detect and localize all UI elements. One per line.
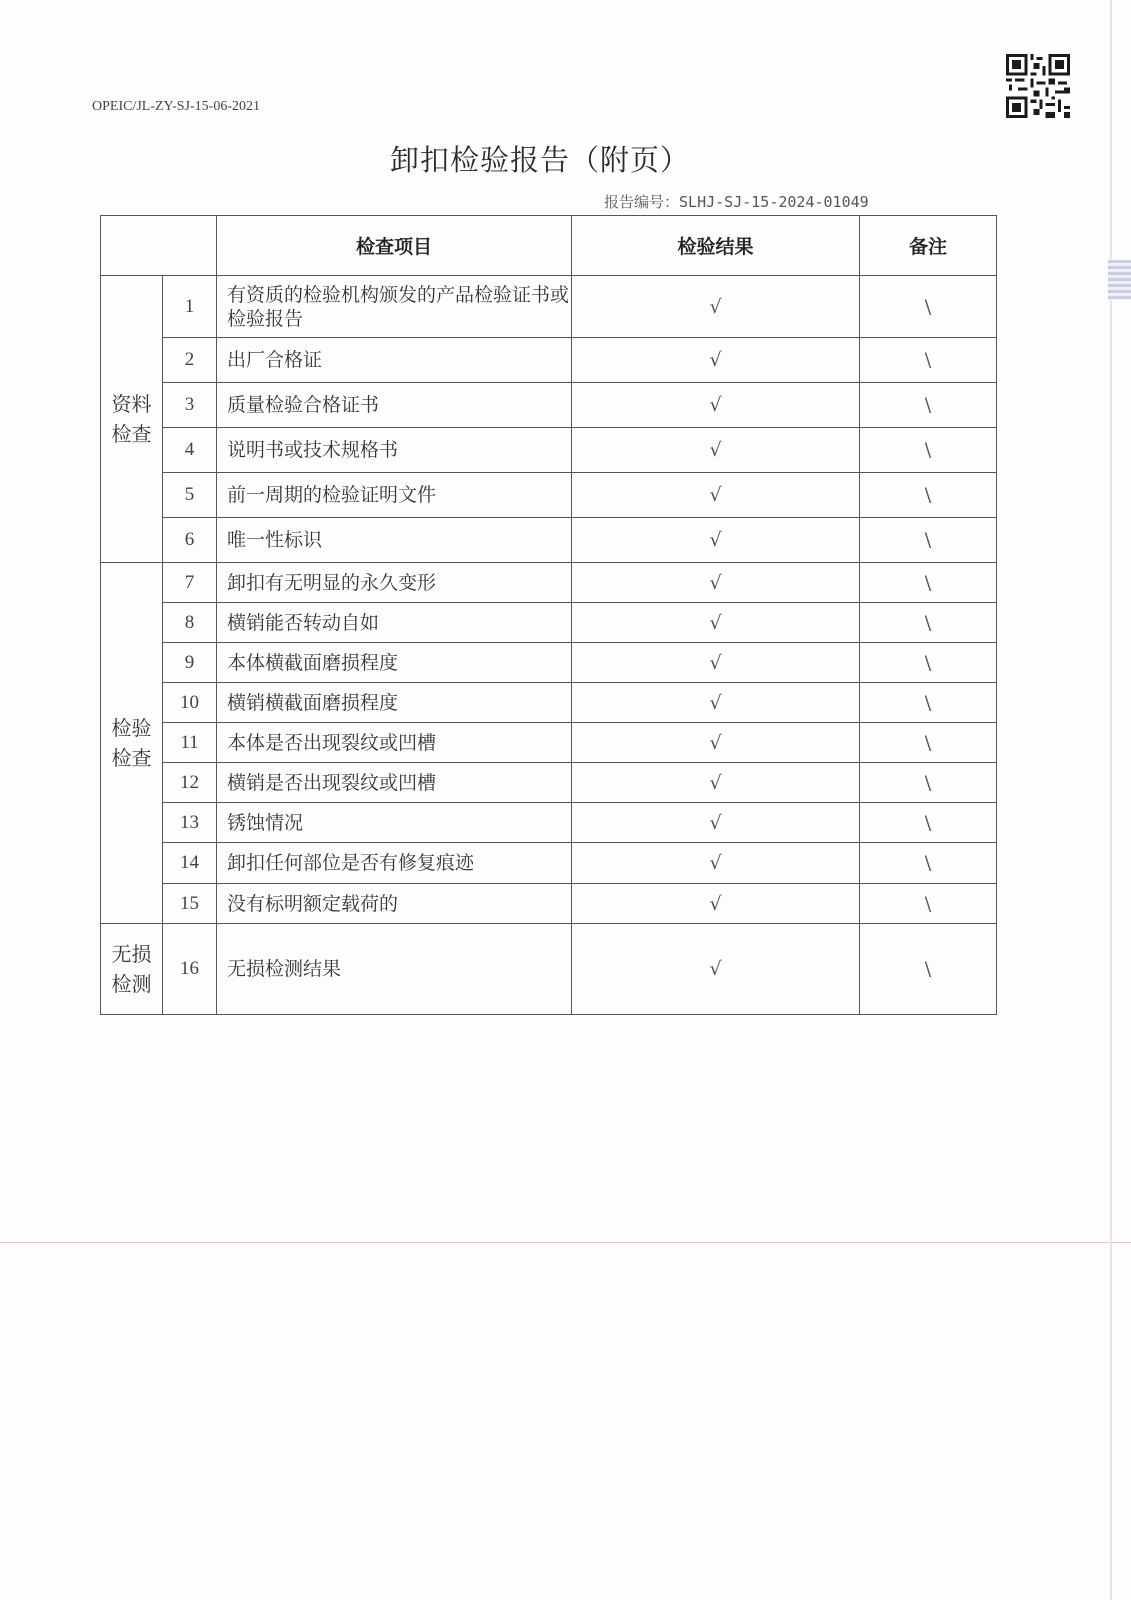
report-number-label: 报告编号： xyxy=(604,193,680,211)
row-result: √ xyxy=(572,473,860,518)
row-item: 出厂合格证 xyxy=(217,338,572,383)
table-row xyxy=(101,383,997,428)
table-row xyxy=(101,723,997,763)
row-number: 15 xyxy=(163,884,217,924)
report-number xyxy=(604,191,869,212)
row-result: √ xyxy=(572,518,860,563)
category-label: 无损检测 xyxy=(111,942,152,996)
category-cell xyxy=(101,924,163,1015)
row-remark: \ xyxy=(860,603,997,643)
row-item: 横销横截面磨损程度 xyxy=(217,683,572,723)
report-number-value: SLHJ-SJ-15-2024-01049 xyxy=(679,193,869,211)
row-result: √ xyxy=(572,276,860,338)
category-cell xyxy=(101,276,163,563)
row-remark: \ xyxy=(860,563,997,603)
table-row xyxy=(101,803,997,843)
category-label: 资料检查 xyxy=(111,392,152,446)
page-divider xyxy=(0,1242,1131,1243)
document-code: OPEIC/JL-ZY-SJ-15-06-2021 xyxy=(92,99,260,114)
row-number: 8 xyxy=(163,603,217,643)
row-item: 本体横截面磨损程度 xyxy=(217,643,572,683)
row-number: 4 xyxy=(163,428,217,473)
row-item: 说明书或技术规格书 xyxy=(217,428,572,473)
table-row xyxy=(101,643,997,683)
row-number: 11 xyxy=(163,723,217,763)
row-item: 没有标明额定载荷的 xyxy=(217,884,572,924)
row-result: √ xyxy=(572,428,860,473)
row-result: √ xyxy=(572,843,860,884)
row-item: 锈蚀情况 xyxy=(217,803,572,843)
row-item: 横销能否转动自如 xyxy=(217,603,572,643)
header-item: 检查项目 xyxy=(217,216,572,276)
row-remark: \ xyxy=(860,884,997,924)
row-result: √ xyxy=(572,723,860,763)
row-result: √ xyxy=(572,884,860,924)
row-number: 7 xyxy=(163,563,217,603)
row-remark: \ xyxy=(860,276,997,338)
row-item: 质量检验合格证书 xyxy=(217,383,572,428)
row-remark: \ xyxy=(860,723,997,763)
row-number: 3 xyxy=(163,383,217,428)
table-row xyxy=(101,338,997,383)
row-remark: \ xyxy=(860,643,997,683)
row-number: 5 xyxy=(163,473,217,518)
row-item: 前一周期的检验证明文件 xyxy=(217,473,572,518)
row-item: 无损检测结果 xyxy=(217,924,572,1015)
table-row xyxy=(101,683,997,723)
row-remark: \ xyxy=(860,803,997,843)
table-row xyxy=(101,518,997,563)
row-remark: \ xyxy=(860,383,997,428)
table-row xyxy=(101,763,997,803)
row-number: 13 xyxy=(163,803,217,843)
table-body xyxy=(101,276,997,1015)
row-item: 唯一性标识 xyxy=(217,518,572,563)
row-number: 1 xyxy=(163,276,217,338)
row-result: √ xyxy=(572,924,860,1015)
row-remark: \ xyxy=(860,338,997,383)
row-remark: \ xyxy=(860,924,997,1015)
table-row xyxy=(101,276,997,338)
category-cell xyxy=(101,563,163,924)
row-remark: \ xyxy=(860,683,997,723)
row-result: √ xyxy=(572,383,860,428)
row-result: √ xyxy=(572,643,860,683)
row-number: 6 xyxy=(163,518,217,563)
row-result: √ xyxy=(572,683,860,723)
row-item: 横销是否出现裂纹或凹槽 xyxy=(217,763,572,803)
row-result: √ xyxy=(572,563,860,603)
table-header-row xyxy=(101,216,997,276)
row-item: 本体是否出现裂纹或凹槽 xyxy=(217,723,572,763)
table-row xyxy=(101,473,997,518)
row-item: 卸扣任何部位是否有修复痕迹 xyxy=(217,843,572,884)
row-remark: \ xyxy=(860,518,997,563)
scan-edge xyxy=(1110,0,1112,1600)
row-number: 10 xyxy=(163,683,217,723)
page-title: 卸扣检验报告（附页） xyxy=(389,143,690,177)
header-result: 检验结果 xyxy=(572,216,860,276)
row-number: 9 xyxy=(163,643,217,683)
row-item: 有资质的检验机构颁发的产品检验证书或检验报告 xyxy=(217,276,572,338)
category-label: 检验检查 xyxy=(111,716,152,770)
row-result: √ xyxy=(572,803,860,843)
row-result: √ xyxy=(572,338,860,383)
scan-edge-mark xyxy=(1108,260,1131,300)
row-number: 12 xyxy=(163,763,217,803)
row-result: √ xyxy=(572,603,860,643)
row-item: 卸扣有无明显的永久变形 xyxy=(217,563,572,603)
row-number: 14 xyxy=(163,843,217,884)
header-blank-cell xyxy=(101,216,217,276)
header-remark: 备注 xyxy=(860,216,997,276)
table-row xyxy=(101,924,997,1015)
table-row xyxy=(101,603,997,643)
row-remark: \ xyxy=(860,843,997,884)
row-remark: \ xyxy=(860,763,997,803)
inspection-table xyxy=(100,215,997,1015)
row-remark: \ xyxy=(860,428,997,473)
row-remark: \ xyxy=(860,473,997,518)
row-number: 2 xyxy=(163,338,217,383)
table-row xyxy=(101,884,997,924)
table-row xyxy=(101,563,997,603)
row-number: 16 xyxy=(163,924,217,1015)
qr-code-icon xyxy=(1006,54,1070,118)
table-row xyxy=(101,843,997,884)
row-result: √ xyxy=(572,763,860,803)
table-row xyxy=(101,428,997,473)
